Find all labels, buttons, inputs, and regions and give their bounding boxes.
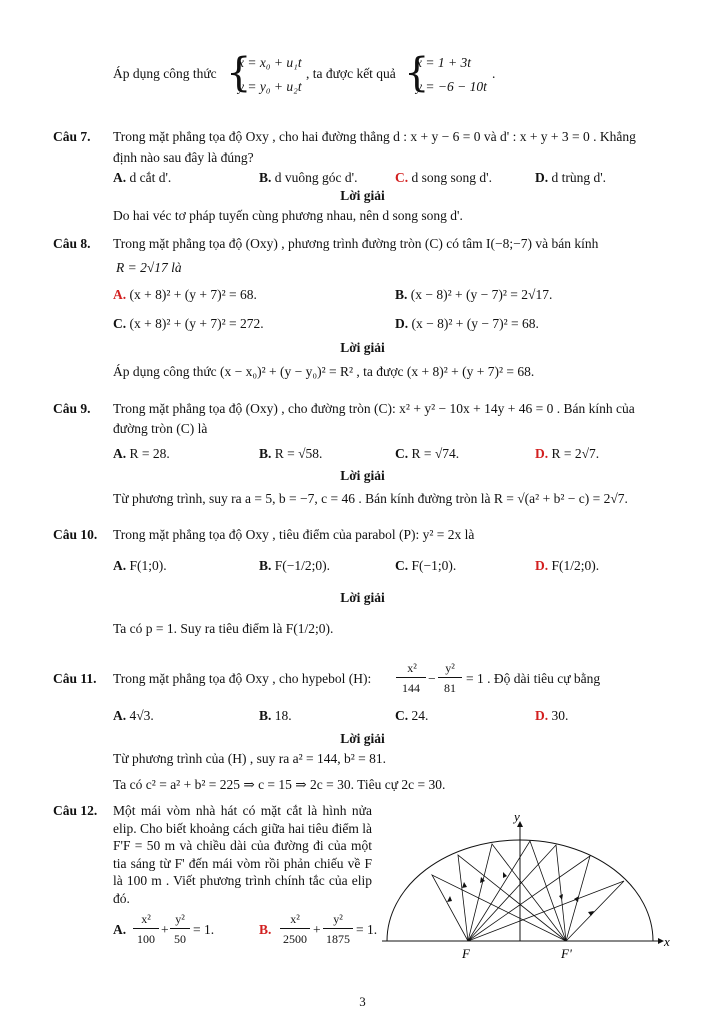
- q7-option-c[interactable]: [395, 170, 492, 186]
- q12-b-plus: +: [313, 922, 321, 937]
- system1-line2: y = y₀ + u₂t: [238, 79, 302, 94]
- q12-b-frac1-bar: [280, 928, 310, 929]
- q12-a-end: = 1.: [193, 922, 215, 937]
- hyperbola-fraction-1-bar: [396, 677, 426, 678]
- q9-option-b-label: B.: [259, 446, 272, 461]
- q9-option-b[interactable]: [259, 446, 322, 462]
- q11-solution-2: Ta có c² = a² + b² = 225 ⇒ c = 15 ⇒ 2c = 30. Tiêu cự 2c = 30.: [113, 777, 446, 792]
- q8-option-c[interactable]: [113, 316, 264, 332]
- q11-option-a-label: A.: [113, 708, 127, 723]
- q7-option-c-label: C.: [395, 170, 409, 185]
- q7-option-d[interactable]: [535, 170, 606, 186]
- question-7-text-2: định nào sau đây là đúng?: [113, 150, 254, 165]
- system2-line1: x = 1 + 3t: [416, 55, 471, 70]
- q11-solution-title: Lời giải: [340, 731, 385, 746]
- q12-option-a[interactable]: [113, 922, 126, 938]
- q7-option-b-label: B.: [259, 170, 272, 185]
- question-11-text-a: Trong mặt phẳng tọa độ Oxy , cho hypebol (H):: [113, 671, 372, 686]
- q10-option-d-text: F(1/2;0).: [551, 558, 600, 573]
- q12-a-frac2-den: 50: [174, 932, 186, 946]
- q9-option-c[interactable]: [395, 446, 459, 462]
- q10-solution-title: Lời giải: [340, 590, 385, 605]
- q10-option-b[interactable]: [259, 558, 330, 574]
- ellipse-dome-figure: [380, 808, 680, 968]
- q7-option-b-text: d vuông góc d'.: [274, 170, 358, 185]
- q11-option-c[interactable]: [395, 708, 428, 724]
- focus-f-label: F: [462, 946, 470, 961]
- q7-option-b[interactable]: [259, 170, 357, 186]
- intro-prefix: Áp dụng công thức: [113, 66, 217, 81]
- question-11-text-b: = 1 . Độ dài tiêu cự bằng: [466, 671, 601, 686]
- q12-b-frac2-bar: [323, 928, 353, 929]
- hyperbola-fraction-1-denominator: 144: [402, 681, 420, 695]
- q11-option-d-label: D.: [535, 708, 549, 723]
- intro-end: .: [492, 66, 496, 81]
- q12-option-a-label: A.: [113, 922, 127, 937]
- question-10-number: Câu 10.: [53, 527, 98, 542]
- q9-option-d[interactable]: [535, 446, 599, 462]
- q7-option-a[interactable]: [113, 170, 171, 186]
- q11-option-b[interactable]: [259, 708, 292, 724]
- q9-option-c-text: R = √74.: [411, 446, 460, 461]
- q10-option-d[interactable]: [535, 558, 599, 574]
- q9-option-a[interactable]: [113, 446, 170, 462]
- question-12-text: Một mái vòm nhà hát có mặt cắt là hình nửa elip. Cho biết khoảng cách giữa hai tiêu điểm là F'F = 50 m và chiều dài của đường đi của một tia sáng từ F' đến mái vòm rồi phản chiếu về F là 100 m . Viết phương trình chính tắc của elip đó.: [113, 803, 372, 906]
- q8-option-d-label: D.: [395, 316, 409, 331]
- q12-a-frac1-den: 100: [137, 932, 155, 946]
- q8-option-c-text: (x + 8)² + (y + 7)² = 272.: [129, 316, 264, 331]
- focus-f-prime-label: F': [561, 946, 572, 961]
- q12-option-b-label: B.: [259, 922, 272, 937]
- question-7-text-1: Trong mặt phẳng tọa độ Oxy , cho hai đường thẳng d : x + y − 6 = 0 và d' : x + y + 3 = 0 . Khẳng: [113, 129, 636, 144]
- brace-1: {: [226, 50, 252, 96]
- intro-mid: , ta được kết quả: [306, 66, 396, 81]
- q7-option-c-text: d song song d'.: [411, 170, 492, 185]
- question-7-number: Câu 7.: [53, 129, 91, 144]
- q8-option-d[interactable]: [395, 316, 539, 332]
- q7-option-d-text: d trùng d'.: [551, 170, 607, 185]
- q9-option-d-text: R = 2√7.: [551, 446, 600, 461]
- q10-option-c-text: F(−1;0).: [411, 558, 457, 573]
- hyperbola-fraction-1-numerator: x²: [407, 661, 417, 675]
- q10-option-c-label: C.: [395, 558, 409, 573]
- hyperbola-fraction-2-numerator: y²: [445, 661, 455, 675]
- q11-option-c-text: 24.: [411, 708, 429, 723]
- q10-solution: Ta có p = 1. Suy ra tiêu điểm là F(1/2;0).: [113, 621, 334, 636]
- q10-option-d-label: D.: [535, 558, 549, 573]
- question-9-text-1: Trong mặt phẳng tọa độ (Oxy) , cho đường tròn (C): x² + y² − 10x + 14y + 46 = 0 . Bán kính của: [113, 401, 635, 416]
- q10-option-a[interactable]: [113, 558, 167, 574]
- q10-option-a-text: F(1;0).: [129, 558, 167, 573]
- q11-option-b-label: B.: [259, 708, 272, 723]
- q11-option-d[interactable]: [535, 708, 568, 724]
- q10-option-b-text: F(−1/2;0).: [274, 558, 331, 573]
- q7-solution: Do hai véc tơ pháp tuyến cùng phương nhau, nên d song song d'.: [113, 208, 463, 223]
- q8-option-d-text: (x − 8)² + (y − 7)² = 68.: [411, 316, 539, 331]
- question-9-text-2: đường tròn (C) là: [113, 421, 208, 436]
- q9-option-b-text: R = √58.: [274, 446, 323, 461]
- question-8-text-1: Trong mặt phẳng tọa độ (Oxy) , phương trình đường tròn (C) có tâm I(−8;−7) và bán kính: [113, 236, 599, 251]
- q8-option-b-label: B.: [395, 287, 408, 302]
- q8-option-b[interactable]: [395, 287, 552, 303]
- q10-option-a-label: A.: [113, 558, 127, 573]
- question-11-number: Câu 11.: [53, 671, 97, 686]
- q12-b-end: = 1.: [356, 922, 378, 937]
- question-10-text-1: Trong mặt phẳng tọa độ Oxy , tiêu điểm của parabol (P): y² = 2x là: [113, 527, 475, 542]
- q9-solution-title: Lời giải: [340, 468, 385, 483]
- q12-a-frac2-bar: [170, 928, 190, 929]
- q9-solution: Từ phương trình, suy ra a = 5, b = −7, c = 46 . Bán kính đường tròn là R = √(a² + b² − c) = 2√7.: [113, 491, 628, 506]
- q7-solution-title: Lời giải: [340, 188, 385, 203]
- system1-line1: x = x₀ + u₁t: [238, 55, 302, 70]
- hyperbola-fraction-2-denominator: 81: [444, 681, 456, 695]
- q12-a-frac1-num: x²: [141, 912, 151, 926]
- q11-option-d-text: 30.: [551, 708, 569, 723]
- page-number: 3: [359, 994, 366, 1009]
- q9-option-d-label: D.: [535, 446, 549, 461]
- q11-option-b-text: 18.: [274, 708, 292, 723]
- q9-option-a-label: A.: [113, 446, 127, 461]
- q8-solution: Áp dụng công thức (x − x₀)² + (y − y₀)² = R² , ta được (x + 8)² + (y + 7)² = 68.: [113, 364, 535, 379]
- q12-b-frac2-den: 1875: [326, 932, 350, 946]
- q12-b-frac1-num: x²: [290, 912, 300, 926]
- question-8-text-2: R = 2√17 là: [116, 260, 182, 275]
- q10-option-b-label: B.: [259, 558, 272, 573]
- question-12-number: Câu 12.: [53, 803, 98, 818]
- q7-option-a-label: A.: [113, 170, 127, 185]
- q12-a-frac1-bar: [133, 928, 159, 929]
- brace-2: {: [404, 50, 430, 96]
- q8-option-a-text: (x + 8)² + (y + 7)² = 68.: [129, 287, 257, 302]
- q8-option-a[interactable]: [113, 287, 257, 303]
- q12-a-frac2-num: y²: [175, 912, 185, 926]
- light-rays: [432, 841, 624, 941]
- y-axis-label: y: [514, 809, 520, 824]
- q12-a-plus: +: [161, 922, 169, 937]
- q9-option-a-text: R = 28.: [129, 446, 170, 461]
- q7-option-d-label: D.: [535, 170, 549, 185]
- q8-solution-title: Lời giải: [340, 340, 385, 355]
- q8-option-b-text: (x − 8)² + (y − 7)² = 2√17.: [410, 287, 553, 302]
- question-8-number: Câu 8.: [53, 236, 91, 251]
- hyperbola-fraction-2-bar: [438, 677, 462, 678]
- hyperbola-minus: −: [428, 671, 436, 686]
- q11-option-a[interactable]: [113, 708, 154, 724]
- q8-option-c-label: C.: [113, 316, 127, 331]
- q10-option-c[interactable]: [395, 558, 456, 574]
- q7-option-a-text: d cắt d'.: [129, 170, 172, 185]
- q11-option-a-text: 4√3.: [129, 708, 154, 723]
- q11-option-c-label: C.: [395, 708, 409, 723]
- q11-solution-1: Từ phương trình của (H) , suy ra a² = 144, b² = 81.: [113, 751, 387, 766]
- system2-line2: y = −6 − 10t: [416, 79, 487, 94]
- x-axis-label: x: [664, 934, 670, 949]
- question-9-number: Câu 9.: [53, 401, 91, 416]
- q12-b-frac1-den: 2500: [283, 932, 307, 946]
- q12-option-b[interactable]: [259, 922, 271, 938]
- q9-option-c-label: C.: [395, 446, 409, 461]
- q12-b-frac2-num: y²: [333, 912, 343, 926]
- q8-option-a-label: A.: [113, 287, 127, 302]
